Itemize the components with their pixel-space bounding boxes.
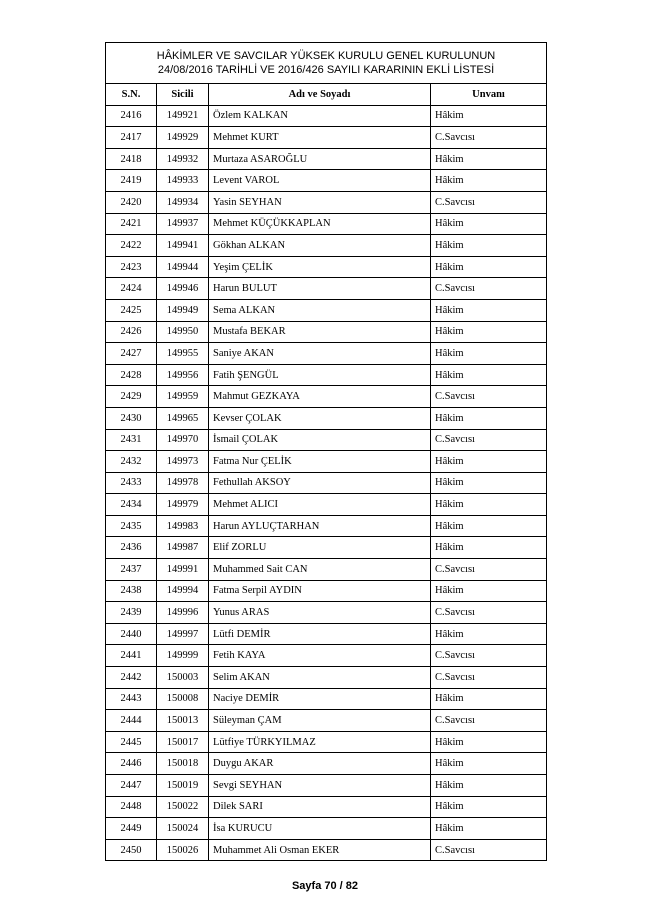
row-name: Yeşim ÇELİK: [209, 256, 431, 278]
row-title: Hâkim: [431, 321, 547, 343]
row-sn: 2432: [106, 451, 157, 473]
table-row: [106, 451, 547, 473]
row-sn: 2433: [106, 472, 157, 494]
row-title: Hâkim: [431, 494, 547, 516]
row-name: Mehmet KÜÇÜKKAPLAN: [209, 213, 431, 235]
row-name: Duygu AKAR: [209, 753, 431, 775]
row-sicil: 149973: [157, 451, 209, 473]
row-name: İsa KURUCU: [209, 818, 431, 840]
row-name: Selim AKAN: [209, 667, 431, 689]
row-sn: 2427: [106, 343, 157, 365]
row-name: Muhammet Ali Osman EKER: [209, 839, 431, 861]
row-sicil: 150026: [157, 839, 209, 861]
table-row: [106, 278, 547, 300]
document-title: [106, 43, 547, 84]
row-sicil: 149956: [157, 364, 209, 386]
table-row: [106, 213, 547, 235]
table-row: [106, 710, 547, 732]
row-sn: 2437: [106, 559, 157, 581]
row-title: Hâkim: [431, 407, 547, 429]
row-title: Hâkim: [431, 818, 547, 840]
row-sn: 2417: [106, 127, 157, 149]
row-sicil: 149987: [157, 537, 209, 559]
row-sn: 2425: [106, 299, 157, 321]
personnel-list-table: [105, 42, 547, 861]
row-sicil: 149933: [157, 170, 209, 192]
row-title: Hâkim: [431, 688, 547, 710]
column-header-sn: S.N.: [106, 84, 157, 106]
table-row: [106, 559, 547, 581]
row-title: Hâkim: [431, 796, 547, 818]
table-row: [106, 818, 547, 840]
table-row: [106, 602, 547, 624]
row-name: Lütfiye TÜRKYILMAZ: [209, 731, 431, 753]
row-title: Hâkim: [431, 623, 547, 645]
page-number: Sayfa 70 / 82: [291, 880, 359, 892]
row-title: Hâkim: [431, 170, 547, 192]
row-name: Yasin SEYHAN: [209, 191, 431, 213]
column-header-sicili: Sicili: [157, 84, 209, 106]
row-sn: 2422: [106, 235, 157, 257]
row-sicil: 149978: [157, 472, 209, 494]
row-name: İsmail ÇOLAK: [209, 429, 431, 451]
row-name: Harun BULUT: [209, 278, 431, 300]
title-line-1: HÂKİMLER VE SAVCILAR YÜKSEK KURULU GENEL KURULUNUN: [156, 50, 496, 62]
row-sn: 2438: [106, 580, 157, 602]
row-sicil: 150013: [157, 710, 209, 732]
row-name: Saniye AKAN: [209, 343, 431, 365]
row-title: C.Savcısı: [431, 386, 547, 408]
table-row: [106, 364, 547, 386]
table-row: [106, 386, 547, 408]
table-row: [106, 148, 547, 170]
row-title: C.Savcısı: [431, 667, 547, 689]
row-sicil: 149941: [157, 235, 209, 257]
row-name: Fatih ŞENGÜL: [209, 364, 431, 386]
row-title: C.Savcısı: [431, 429, 547, 451]
table-row: [106, 472, 547, 494]
row-title: Hâkim: [431, 299, 547, 321]
row-name: Naciye DEMİR: [209, 688, 431, 710]
row-sn: 2429: [106, 386, 157, 408]
row-sn: 2441: [106, 645, 157, 667]
row-sicil: 150019: [157, 775, 209, 797]
table-row: [106, 299, 547, 321]
row-sn: 2423: [106, 256, 157, 278]
row-name: Fetih KAYA: [209, 645, 431, 667]
row-sicil: 149921: [157, 105, 209, 127]
row-sn: 2448: [106, 796, 157, 818]
row-name: Yunus ARAS: [209, 602, 431, 624]
row-sicil: 149932: [157, 148, 209, 170]
row-title: Hâkim: [431, 235, 547, 257]
row-sicil: 149997: [157, 623, 209, 645]
row-sicil: 150024: [157, 818, 209, 840]
row-sicil: 149996: [157, 602, 209, 624]
row-name: Murtaza ASAROĞLU: [209, 148, 431, 170]
row-name: Levent VAROL: [209, 170, 431, 192]
row-name: Mehmet KURT: [209, 127, 431, 149]
row-title: Hâkim: [431, 731, 547, 753]
row-sicil: 149950: [157, 321, 209, 343]
row-sn: 2444: [106, 710, 157, 732]
row-title: C.Savcısı: [431, 645, 547, 667]
row-sn: 2426: [106, 321, 157, 343]
table-body: [106, 105, 547, 861]
column-header-row: [106, 84, 547, 106]
row-name: Lütfi DEMİR: [209, 623, 431, 645]
table-row: [106, 623, 547, 645]
row-name: Fatma Serpil AYDIN: [209, 580, 431, 602]
row-sicil: 149955: [157, 343, 209, 365]
table-row: [106, 688, 547, 710]
row-sicil: 149937: [157, 213, 209, 235]
row-sn: 2428: [106, 364, 157, 386]
table-row: [106, 127, 547, 149]
table-row: [106, 256, 547, 278]
row-sn: 2419: [106, 170, 157, 192]
row-sicil: 149994: [157, 580, 209, 602]
table-row: [106, 170, 547, 192]
row-name: Fethullah AKSOY: [209, 472, 431, 494]
row-title: C.Savcısı: [431, 127, 547, 149]
row-sicil: 149929: [157, 127, 209, 149]
row-sn: 2436: [106, 537, 157, 559]
row-title: Hâkim: [431, 364, 547, 386]
row-name: Muhammed Sait CAN: [209, 559, 431, 581]
table-row: [106, 429, 547, 451]
row-sn: 2421: [106, 213, 157, 235]
row-title: Hâkim: [431, 472, 547, 494]
row-sicil: 149944: [157, 256, 209, 278]
row-name: Harun AYLUÇTARHAN: [209, 515, 431, 537]
row-sicil: 149979: [157, 494, 209, 516]
row-name: Fatma Nur ÇELİK: [209, 451, 431, 473]
row-title: C.Savcısı: [431, 602, 547, 624]
title-line-2: 24/08/2016 TARİHLİ VE 2016/426 SAYILI KARARININ EKLİ LİSTESİ: [157, 64, 495, 76]
row-title: Hâkim: [431, 343, 547, 365]
row-name: Sevgi SEYHAN: [209, 775, 431, 797]
row-title: Hâkim: [431, 537, 547, 559]
table-row: [106, 775, 547, 797]
row-sicil: 149949: [157, 299, 209, 321]
row-title: Hâkim: [431, 753, 547, 775]
row-sn: 2450: [106, 839, 157, 861]
row-sn: 2431: [106, 429, 157, 451]
row-sn: 2439: [106, 602, 157, 624]
row-sicil: 150008: [157, 688, 209, 710]
table-row: [106, 839, 547, 861]
row-sicil: 149983: [157, 515, 209, 537]
row-sn: 2430: [106, 407, 157, 429]
table-row: [106, 580, 547, 602]
row-sn: 2434: [106, 494, 157, 516]
row-title: C.Savcısı: [431, 710, 547, 732]
row-sicil: 149991: [157, 559, 209, 581]
row-title: Hâkim: [431, 256, 547, 278]
row-title: Hâkim: [431, 148, 547, 170]
row-sn: 2447: [106, 775, 157, 797]
row-name: Süleyman ÇAM: [209, 710, 431, 732]
table-row: [106, 407, 547, 429]
row-sicil: 150022: [157, 796, 209, 818]
row-sicil: 150018: [157, 753, 209, 775]
row-sicil: 149934: [157, 191, 209, 213]
row-title: Hâkim: [431, 580, 547, 602]
row-title: Hâkim: [431, 451, 547, 473]
row-sicil: 149970: [157, 429, 209, 451]
table-row: [106, 321, 547, 343]
row-title: C.Savcısı: [431, 839, 547, 861]
row-sn: 2435: [106, 515, 157, 537]
row-name: Mehmet ALICI: [209, 494, 431, 516]
column-header-name: Adı ve Soyadı: [209, 84, 431, 106]
table-row: [106, 537, 547, 559]
row-sicil: 150017: [157, 731, 209, 753]
row-name: Elif ZORLU: [209, 537, 431, 559]
row-sicil: 149946: [157, 278, 209, 300]
table-row: [106, 645, 547, 667]
row-sn: 2424: [106, 278, 157, 300]
table-row: [106, 343, 547, 365]
row-sicil: 149965: [157, 407, 209, 429]
row-sicil: 150003: [157, 667, 209, 689]
row-title: Hâkim: [431, 775, 547, 797]
table-row: [106, 105, 547, 127]
row-name: Mahmut GEZKAYA: [209, 386, 431, 408]
row-sn: 2418: [106, 148, 157, 170]
row-sn: 2420: [106, 191, 157, 213]
row-title: C.Savcısı: [431, 559, 547, 581]
row-sn: 2443: [106, 688, 157, 710]
column-header-unvani: Unvanı: [431, 84, 547, 106]
row-title: C.Savcısı: [431, 278, 547, 300]
row-sicil: 149959: [157, 386, 209, 408]
row-title: Hâkim: [431, 515, 547, 537]
table-row: [106, 515, 547, 537]
row-sn: 2440: [106, 623, 157, 645]
table-row: [106, 494, 547, 516]
row-sn: 2446: [106, 753, 157, 775]
row-sn: 2442: [106, 667, 157, 689]
row-name: Dilek SARI: [209, 796, 431, 818]
row-title: Hâkim: [431, 105, 547, 127]
row-title: Hâkim: [431, 213, 547, 235]
table-row: [106, 753, 547, 775]
table-row: [106, 796, 547, 818]
row-sicil: 149999: [157, 645, 209, 667]
row-sn: 2416: [106, 105, 157, 127]
table-row: [106, 191, 547, 213]
row-name: Kevser ÇOLAK: [209, 407, 431, 429]
row-sn: 2449: [106, 818, 157, 840]
row-sn: 2445: [106, 731, 157, 753]
row-name: Gökhan ALKAN: [209, 235, 431, 257]
table-row: [106, 667, 547, 689]
row-name: Sema ALKAN: [209, 299, 431, 321]
row-name: Özlem KALKAN: [209, 105, 431, 127]
table-row: [106, 235, 547, 257]
table-row: [106, 731, 547, 753]
row-name: Mustafa BEKAR: [209, 321, 431, 343]
row-title: C.Savcısı: [431, 191, 547, 213]
